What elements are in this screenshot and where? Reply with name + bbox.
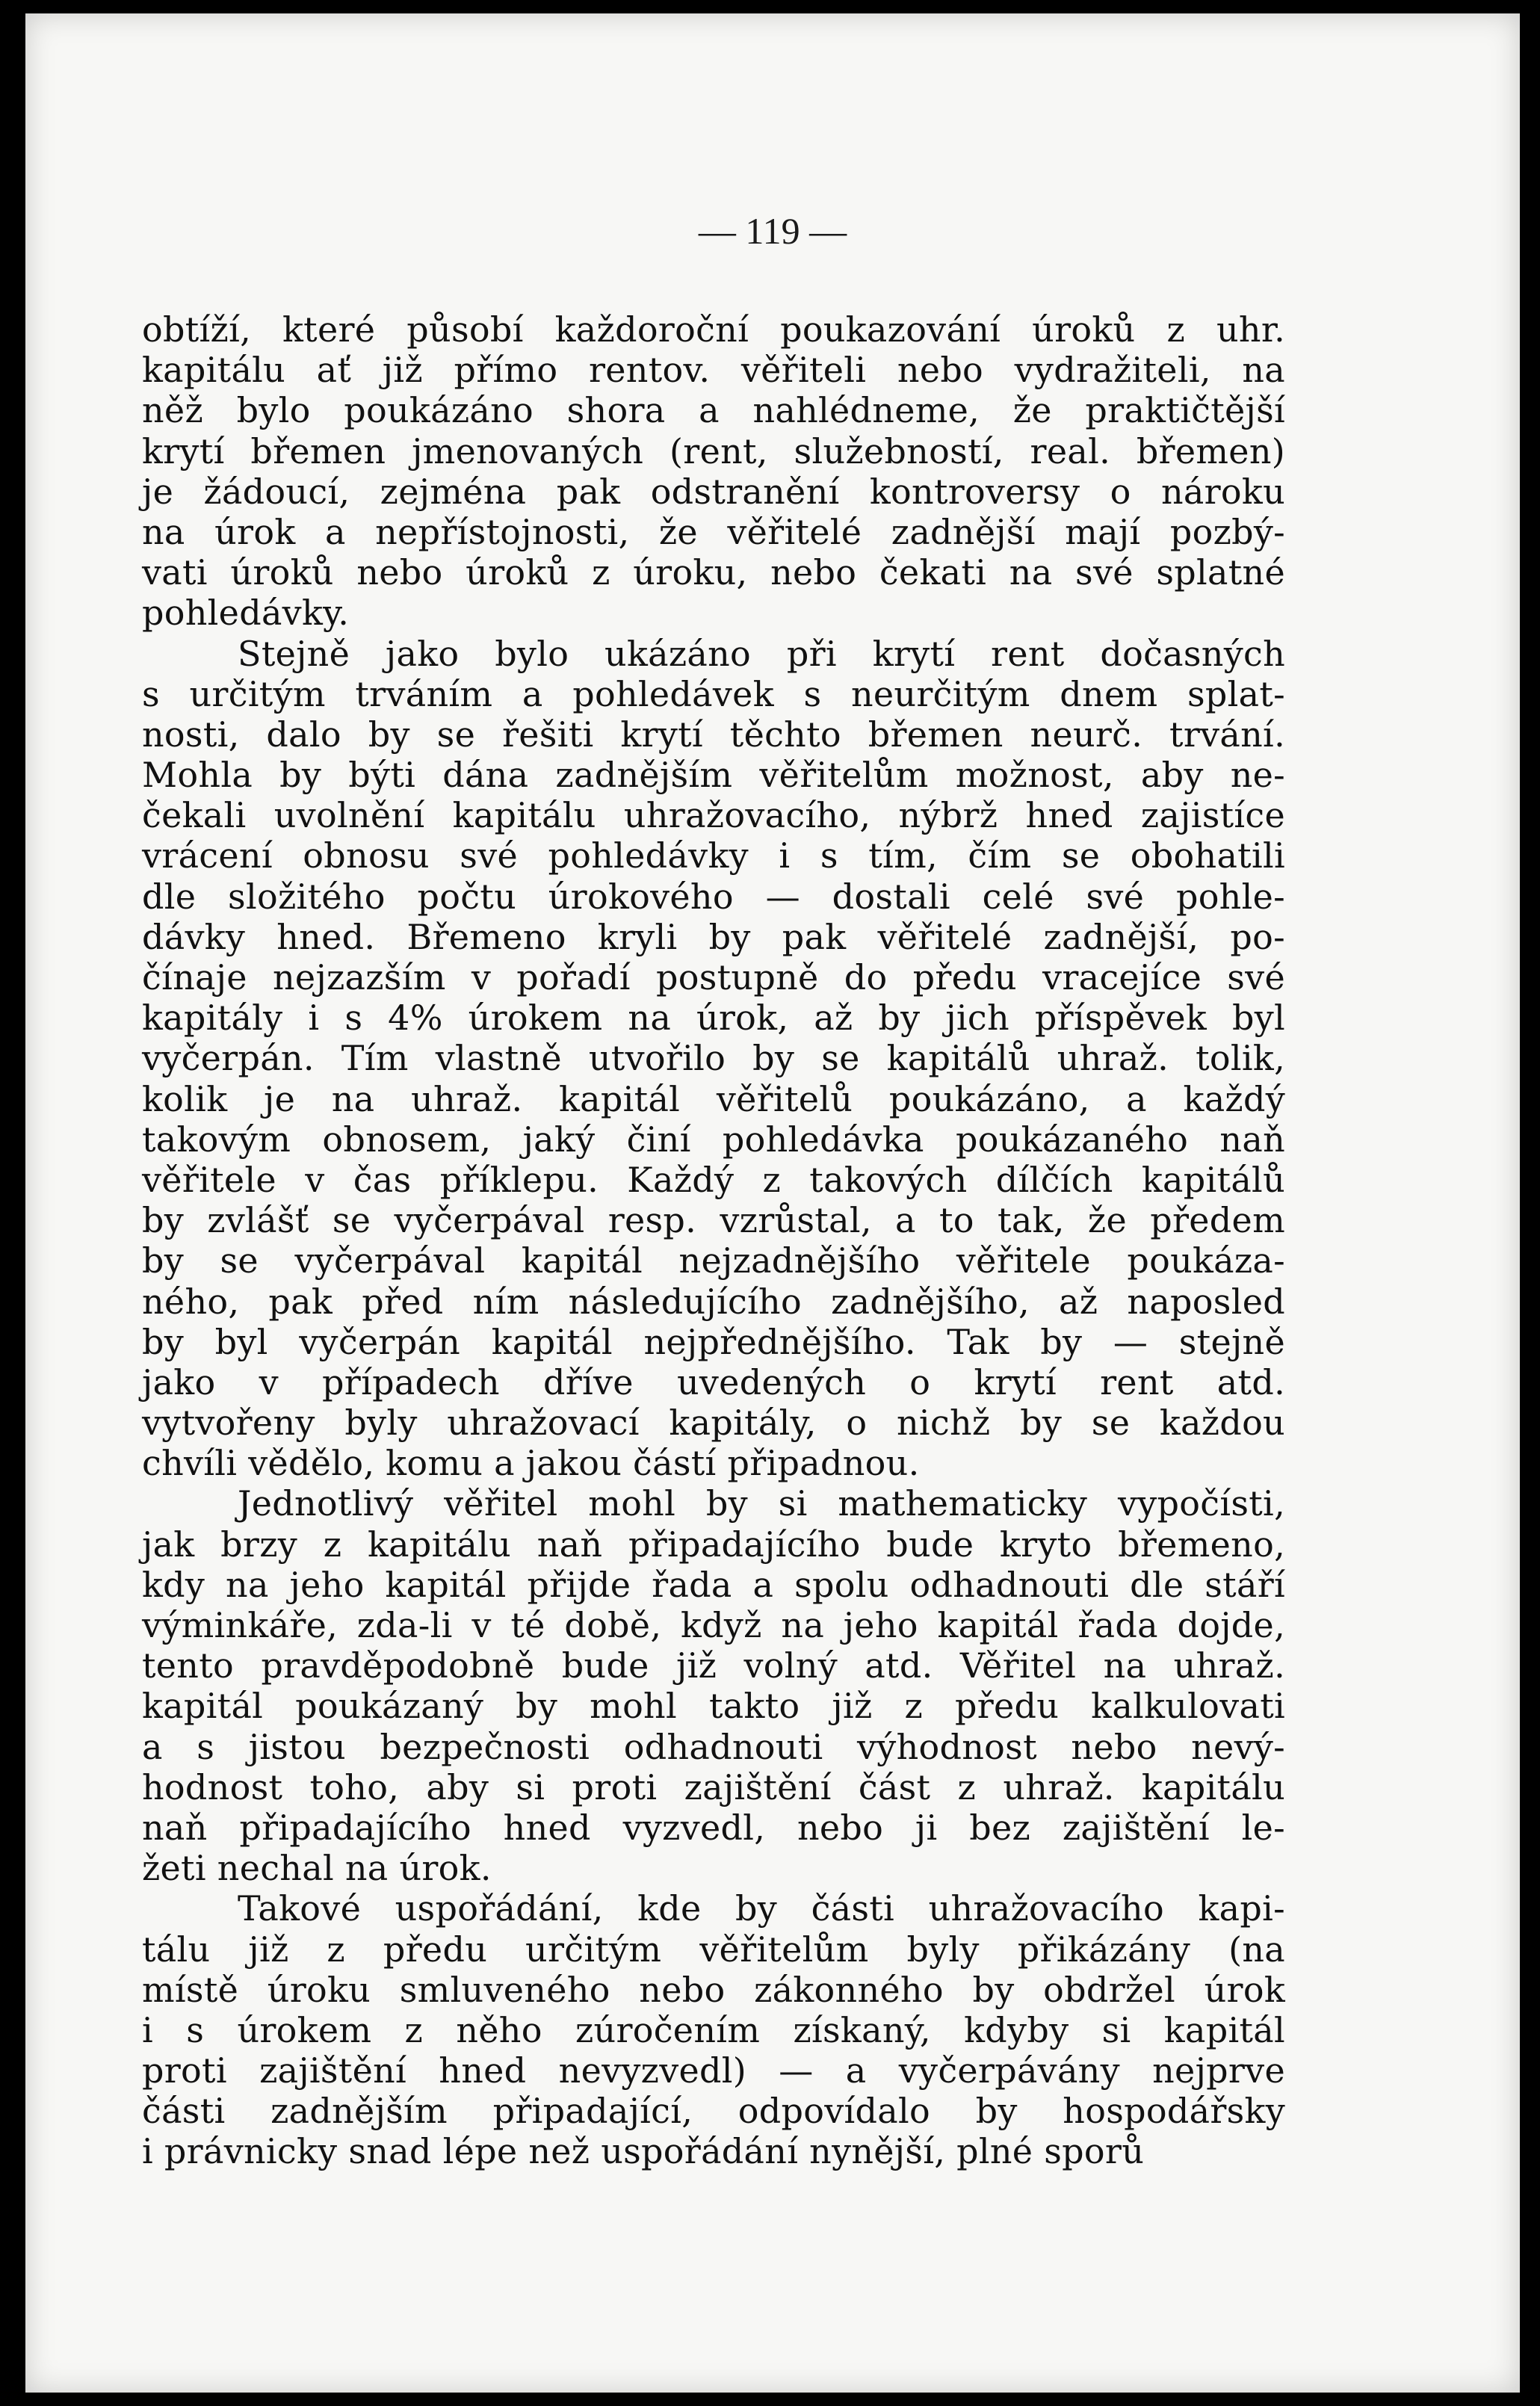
book-page — [25, 13, 1520, 2393]
text-line: jak brzy z kapitálu naň připadajícího bude kryto břemeno, — [142, 1524, 1285, 1565]
text-line: naň připadajícího hned vyzvedl, nebo ji bez zajištění le- — [142, 1807, 1285, 1848]
text-line: Mohla by býti dána zadnějším věřitelům možnost, aby ne- — [142, 755, 1285, 796]
text-line: kapitálu ať již přímo rentov. věřiteli nebo vydražiteli, na — [142, 350, 1285, 391]
text-line: by byl vyčerpán kapitál nejpřednějšího. Tak by — stejně — [142, 1321, 1285, 1362]
text-line: vrácení obnosu své pohledávky i s tím, čím se obohatili — [142, 835, 1285, 876]
paragraph — [142, 634, 1285, 1484]
text-line: i s úrokem z něho zúročením získaný, kdyby si kapitál — [142, 2009, 1285, 2050]
text-line: čekali uvolnění kapitálu uhražovacího, nýbrž hned zajistíce — [142, 795, 1285, 836]
text-line: chvíli vědělo, komu a jakou částí připadnou. — [142, 1443, 920, 1484]
text-line: takovým obnosem, jaký činí pohledávka poukázaného naň — [142, 1119, 1285, 1160]
text-line: ného, pak před ním následujícího zadnějšího, až naposled — [142, 1281, 1285, 1322]
text-line: Stejně jako bylo ukázáno při krytí rent dočasných — [238, 633, 1285, 674]
text-line: kdy na jeho kapitál přijde řada a spolu odhadnouti dle stáří — [142, 1564, 1285, 1605]
text-line: je žádoucí, zejména pak odstranění kontroversy o nároku — [142, 471, 1285, 512]
text-line: s určitým trváním a pohledávek s neurčitým dnem splat- — [142, 673, 1285, 714]
text-line: hodnost toho, aby si proti zajištění část z uhraž. kapitálu — [142, 1766, 1285, 1807]
text-line: vati úroků nebo úroků z úroku, nebo čekati na své splatné — [142, 552, 1285, 593]
text-line: by zvlášť se vyčerpával resp. vzrůstal, a to tak, že předem — [142, 1200, 1285, 1241]
text-line: vyčerpán. Tím vlastně utvořilo by se kapitálů uhraž. tolik, — [142, 1038, 1285, 1079]
text-line: krytí břemen jmenovaných (rent, služebností, real. břemen) — [142, 430, 1285, 471]
body-text — [142, 309, 1285, 2172]
text-line: části zadnějším připadající, odpovídalo by hospodářsky — [142, 2091, 1285, 2132]
text-line: pohledávky. — [142, 593, 350, 634]
text-line: vytvořeny byly uhražovací kapitály, o nichž by se každou — [142, 1403, 1285, 1444]
text-line: žeti nechal na úrok. — [142, 1848, 492, 1889]
text-line: dávky hned. Břemeno kryli by pak věřitelé zadnější, po- — [142, 916, 1285, 957]
text-line: kapitál poukázaný by mohl takto již z předu kalkulovati — [142, 1686, 1285, 1727]
text-line: a s jistou bezpečnosti odhadnouti výhodnost nebo nevý- — [142, 1726, 1285, 1767]
text-line: kapitály i s 4% úrokem na úrok, až by jich příspěvek byl — [142, 998, 1285, 1039]
text-line: výminkáře, zda-li v té době, když na jeho kapitál řada dojde, — [142, 1605, 1285, 1645]
page-number: — 119 — — [698, 210, 847, 252]
text-line: kolik je na uhraž. kapitál věřitelů poukázáno, a každý — [142, 1078, 1285, 1119]
text-line: obtíží, které působí každoroční poukazování úroků z uhr. — [142, 309, 1285, 350]
text-line: tento pravděpodobně bude již volný atd. Věřitel na uhraž. — [142, 1645, 1285, 1686]
text-line: jako v případech dříve uvedených o krytí rent atd. — [142, 1361, 1285, 1403]
text-line: nosti, dalo by se řešiti krytí těchto břemen neurč. trvání. — [142, 714, 1285, 755]
text-line: proti zajištění hned nevyzvedl) — a vyčerpávány nejprve — [142, 2050, 1285, 2091]
text-line: čínaje nejzazším v pořadí postupně do předu vracejíce své — [142, 957, 1285, 998]
text-line: dle složitého počtu úrokového — dostali celé své pohle- — [142, 876, 1285, 917]
text-line: na úrok a nepřístojnosti, že věřitelé zadnější mají pozbý- — [142, 511, 1285, 552]
paragraph — [142, 309, 1285, 634]
paragraph — [142, 1888, 1285, 2171]
text-line: i právnicky snad lépe než uspořádání nynější, plné sporů — [142, 2131, 1145, 2172]
text-line: místě úroku smluveného nebo zákonného by obdržel úrok — [142, 1969, 1285, 2010]
text-line: věřitele v čas příklepu. Každý z takových dílčích kapitálů — [142, 1159, 1285, 1200]
text-line: by se vyčerpával kapitál nejzadnějšího věřitele poukáza- — [142, 1240, 1285, 1281]
text-line: tálu již z předu určitým věřitelům byly přikázány (na — [142, 1929, 1285, 1970]
text-line: něž bylo poukázáno shora a nahlédneme, že praktičtější — [142, 390, 1285, 431]
paragraph — [142, 1483, 1285, 1888]
text-line: Jednotlivý věřitel mohl by si mathematicky vypočísti, — [238, 1483, 1285, 1524]
text-line: Takové uspořádání, kde by části uhražovacího kapi- — [238, 1888, 1285, 1929]
